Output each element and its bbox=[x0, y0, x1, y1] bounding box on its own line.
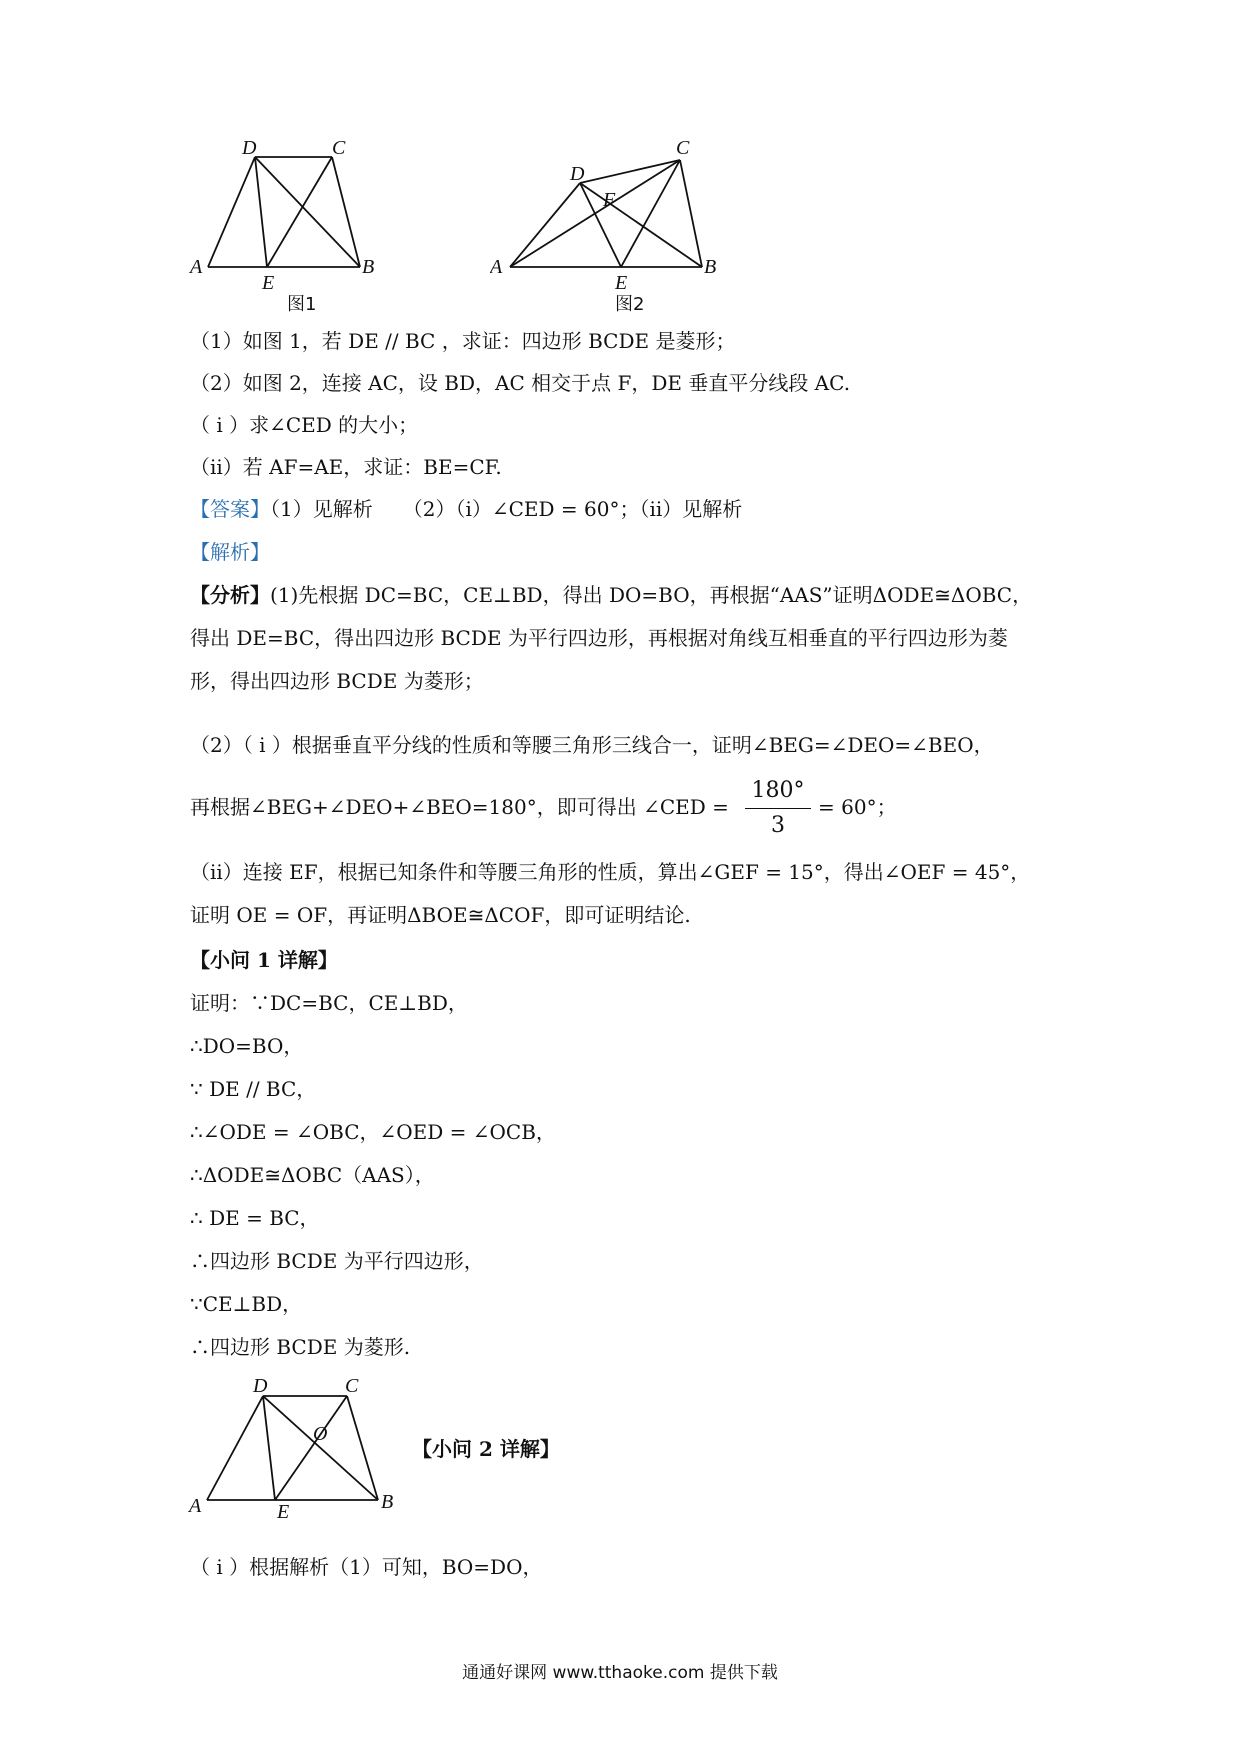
fig3-label-o: O bbox=[313, 1423, 328, 1445]
question-1: （1）如图 1，若 DE // BC ，求证：四边形 BCDE 是菱形； bbox=[190, 329, 736, 353]
detail-1-line-2: ∴DO=BO， bbox=[190, 1034, 304, 1058]
fig3-label-a: A bbox=[189, 1495, 202, 1517]
detail-1-line-3: ∵ DE // BC， bbox=[190, 1077, 317, 1101]
detail-2-line-1: （ i ）根据解析（1）可知，BO=DO， bbox=[190, 1555, 543, 1579]
detail-1-heading: 【小问 1 详解】 bbox=[190, 948, 338, 972]
fraction-denominator: 3 bbox=[771, 813, 785, 838]
fig1-label-e: E bbox=[262, 272, 275, 290]
detail-1-line-8: ∵CE⊥BD， bbox=[190, 1292, 303, 1316]
detail-2-heading: 【小问 2 详解】 bbox=[412, 1437, 560, 1461]
fig2-label-e: E bbox=[615, 272, 628, 290]
analysis-p3-line2: 证明 OE = OF，再证明ΔBOE≅ΔCOF，即可证明结论. bbox=[190, 903, 691, 927]
analysis-p2-line2a: 再根据∠BEG+∠DEO+∠BEO=180°，即可得出 ∠CED = bbox=[190, 795, 729, 819]
fraction-numerator: 180° bbox=[751, 778, 805, 803]
fig1-label-b: B bbox=[362, 256, 375, 278]
answer-tag: 【答案】 bbox=[190, 497, 270, 521]
question-2-ii: （ii）若 AF=AE，求证：BE=CF. bbox=[190, 455, 502, 479]
analysis-p1-line1 bbox=[190, 580, 1032, 610]
fig2-label-b: B bbox=[704, 256, 717, 278]
fraction-bar bbox=[745, 808, 811, 809]
analysis-tag: 【分析】 bbox=[190, 583, 270, 607]
fraction-180-over-3 bbox=[745, 776, 811, 841]
analysis-p1-line3: 形，得出四边形 BCDE 为菱形； bbox=[190, 669, 484, 693]
fig3-label-d: D bbox=[253, 1378, 268, 1397]
figure-1-caption: 图1 bbox=[287, 294, 317, 315]
figure-2-diagram bbox=[490, 140, 730, 290]
fig2-label-f: F bbox=[603, 189, 616, 211]
analysis-p1-text1: (1)先根据 DC=BC，CE⊥BD，得出 DO=BO，再根据“AAS”证明ΔODE≅ΔOBC， bbox=[270, 583, 1033, 607]
figure-2 bbox=[490, 140, 730, 290]
analysis-p2-line1: （2）（ i ）根据垂直平分线的性质和等腰三角形三线合一，证明∠BEG=∠DEO=∠BEO， bbox=[190, 733, 994, 757]
detail-1-line-5: ∴ΔODE≅ΔOBC（AAS）， bbox=[190, 1163, 435, 1187]
figure-3 bbox=[185, 1378, 425, 1528]
detail-1-line-4: ∴∠ODE = ∠OBC，∠OED = ∠OCB， bbox=[190, 1120, 556, 1144]
detail-1-line-7: ∴四边形 BCDE 为平行四边形， bbox=[190, 1249, 484, 1273]
answer-text: （1）见解析 （2）（i）∠CED = 60°；（ii）见解析 bbox=[270, 497, 743, 521]
analysis-p3-line1: （ii）连接 EF，根据已知条件和等腰三角形的性质，算出∠GEF = 15°，得出∠OEF = 45°， bbox=[190, 860, 1031, 884]
figure-1 bbox=[180, 140, 420, 290]
fig3-label-b: B bbox=[381, 1491, 394, 1513]
answer-line bbox=[190, 494, 742, 524]
analysis-heading: 【解析】 bbox=[190, 540, 270, 564]
fig3-label-c: C bbox=[345, 1378, 359, 1397]
question-2: （2）如图 2，连接 AC，设 BD，AC 相交于点 F，DE 垂直平分线段 AC. bbox=[190, 371, 851, 395]
question-2-i: （ i ）求∠CED 的大小； bbox=[190, 413, 419, 437]
detail-1-line-6: ∴ DE = BC， bbox=[190, 1206, 320, 1230]
fig1-label-c: C bbox=[332, 140, 346, 159]
fig3-label-e: E bbox=[277, 1501, 290, 1523]
analysis-p2-line2b: = 60°； bbox=[818, 795, 897, 819]
fig2-label-a: A bbox=[490, 256, 503, 278]
fig2-label-c: C bbox=[676, 140, 690, 159]
fig1-label-a: A bbox=[190, 256, 203, 278]
figure-2-caption: 图2 bbox=[615, 294, 645, 315]
figure-1-diagram bbox=[180, 140, 420, 290]
detail-1-line-9: ∴四边形 BCDE 为菱形. bbox=[190, 1335, 411, 1359]
page-footer: 通通好课网 www.tthaoke.com 提供下载 bbox=[462, 1663, 778, 1683]
fig1-label-d: D bbox=[242, 140, 257, 159]
detail-1-line-1: 证明：∵DC=BC，CE⊥BD， bbox=[190, 991, 468, 1015]
analysis-p1-line2: 得出 DE=BC，得出四边形 BCDE 为平行四边形，再根据对角线互相垂直的平行四边形为菱 bbox=[190, 626, 1008, 650]
fig2-label-d: D bbox=[570, 163, 585, 185]
figure-3-diagram bbox=[185, 1378, 425, 1528]
